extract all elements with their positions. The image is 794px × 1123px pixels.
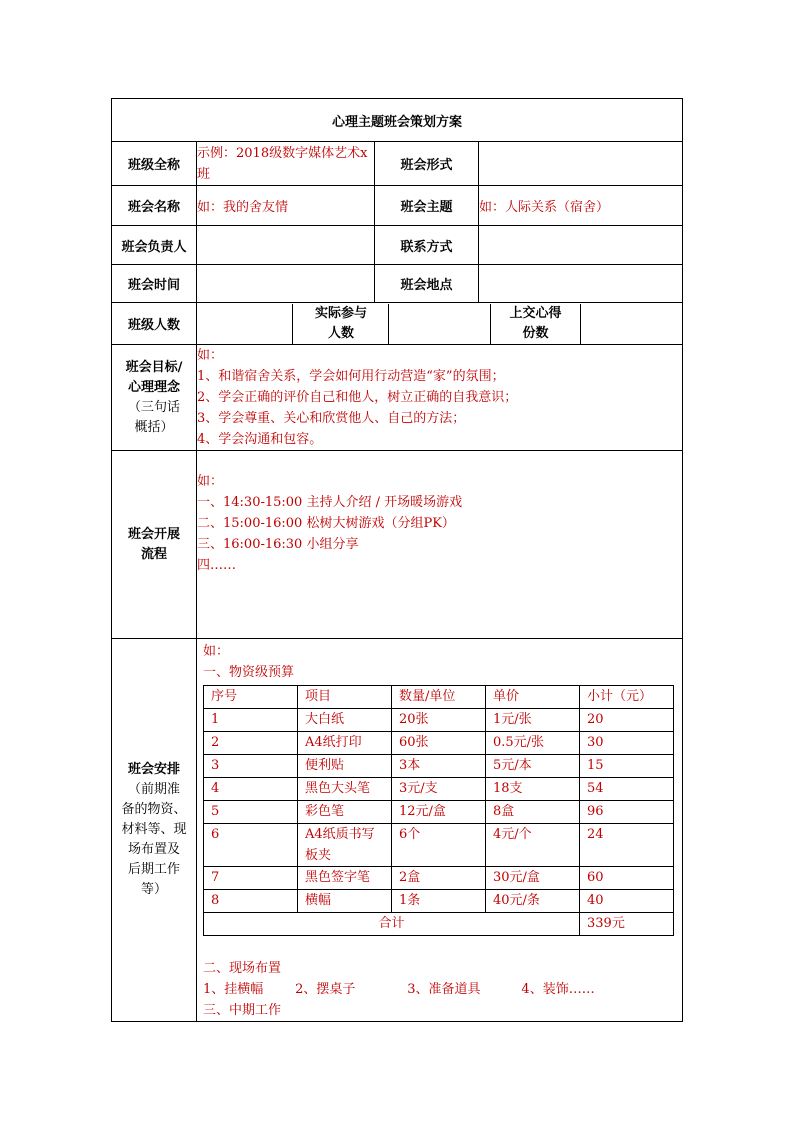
mid-title: 三、中期工作 — [203, 1003, 282, 1018]
label-class-full-name: 班级全称 — [112, 142, 197, 186]
value-actual-participants — [389, 304, 490, 344]
value-class-size — [197, 304, 293, 344]
label-arrangement-line1: 班会安排 — [127, 762, 180, 777]
budget-cell-item: A4纸质书写板夹 — [298, 824, 392, 867]
label-goals-line4: 概括） — [134, 419, 174, 435]
budget-header-qty: 数量/单位 — [392, 686, 486, 709]
budget-cell-item: 彩色笔 — [298, 801, 392, 824]
process-content — [197, 451, 683, 639]
venue-title: 二、现场布置 — [203, 961, 282, 976]
label-process-line2: 流程 — [140, 546, 167, 562]
budget-title: 一、物资级预算 — [203, 665, 295, 680]
goals-line: 如： — [197, 348, 224, 363]
budget-cell-subtotal: 54 — [580, 778, 674, 801]
goals-content — [197, 345, 683, 451]
arrangement-content — [197, 639, 683, 1022]
budget-cell-item: 黑色签字笔 — [298, 867, 392, 890]
budget-cell-item: 黑色大头笔 — [298, 778, 392, 801]
budget-cell-qty: 3本 — [392, 755, 486, 778]
venue-item: 2、摆桌子 — [295, 982, 356, 997]
budget-cell-subtotal: 24 — [580, 824, 674, 867]
label-arrangement-line4: 材料等、现 — [121, 822, 187, 837]
label-goals-line2: 心理理念 — [127, 379, 180, 395]
budget-table — [203, 685, 674, 936]
budget-cell-price: 5元/本 — [486, 755, 580, 778]
label-person-in-charge: 班会负责人 — [112, 226, 197, 265]
value-meeting-form — [479, 142, 683, 186]
label-goals-line3: （三句话 — [127, 399, 180, 415]
venue-item: 4、装饰…… — [521, 982, 595, 997]
budget-cell-price: 40元/条 — [486, 890, 580, 913]
budget-cell-subtotal: 15 — [580, 755, 674, 778]
table-row — [204, 709, 674, 732]
process-line: 三、16:00-16:30 小组分享 — [197, 537, 359, 552]
budget-total-label: 合计 — [204, 913, 580, 936]
budget-cell-no: 5 — [204, 801, 298, 824]
venue-item: 3、准备道具 — [407, 982, 481, 997]
plan-document — [111, 98, 682, 1022]
budget-cell-price: 4元/个 — [486, 824, 580, 867]
participation-split — [197, 304, 682, 344]
label-arrangement-line2: （前期准 — [127, 782, 180, 797]
table-row — [204, 867, 674, 890]
label-meeting-form: 班会形式 — [375, 142, 479, 186]
goals-line: 3、学会尊重、关心和欣赏他人、自己的方法； — [197, 411, 466, 426]
table-row — [204, 755, 674, 778]
table-row — [204, 801, 674, 824]
budget-cell-no: 3 — [204, 755, 298, 778]
label-submitted-line2: 份数 — [522, 325, 549, 341]
label-actual-participants — [293, 304, 389, 344]
budget-cell-price: 1元/张 — [486, 709, 580, 732]
value-meeting-time — [197, 265, 375, 303]
budget-cell-qty: 3元/支 — [392, 778, 486, 801]
label-actual-participants-line1: 实际参与 — [314, 305, 367, 321]
label-arrangement — [112, 639, 197, 1022]
value-meeting-place — [479, 265, 683, 303]
goals-line: 4、学会沟通和包容。 — [197, 432, 323, 447]
table-row — [204, 890, 674, 913]
label-arrangement-line5: 场布置及 — [127, 842, 180, 857]
process-line: 二、15:00-16:00 松树大树游戏（分组PK） — [197, 516, 455, 531]
budget-cell-price: 18支 — [486, 778, 580, 801]
label-process — [112, 451, 197, 639]
budget-cell-price: 8盒 — [486, 801, 580, 824]
label-submitted-line1: 上交心得 — [509, 305, 562, 321]
budget-cell-item: 便利贴 — [298, 755, 392, 778]
label-meeting-time: 班会时间 — [112, 265, 197, 303]
participation-row — [197, 303, 683, 345]
budget-cell-qty: 6个 — [392, 824, 486, 867]
value-meeting-theme: 如：人际关系（宿舍） — [479, 186, 683, 226]
budget-cell-subtotal: 20 — [580, 709, 674, 732]
budget-header-price: 单价 — [486, 686, 580, 709]
budget-cell-subtotal: 30 — [580, 732, 674, 755]
process-line: 如： — [197, 474, 224, 489]
budget-header-row — [204, 686, 674, 709]
budget-cell-subtotal: 40 — [580, 890, 674, 913]
budget-header-subtotal: 小计（元） — [580, 686, 674, 709]
label-class-size: 班级人数 — [112, 303, 197, 345]
value-contact — [479, 226, 683, 265]
label-actual-participants-line2: 人数 — [327, 325, 354, 341]
process-line: 四…… — [197, 558, 237, 573]
value-submitted — [581, 304, 682, 344]
label-meeting-name: 班会名称 — [112, 186, 197, 226]
budget-cell-qty: 2盒 — [392, 867, 486, 890]
budget-header-item: 项目 — [298, 686, 392, 709]
table-row — [204, 778, 674, 801]
budget-cell-qty: 1条 — [392, 890, 486, 913]
goals-line: 2、学会正确的评价自己和他人，树立正确的自我意识； — [197, 390, 518, 405]
page-title: 心理主题班会策划方案 — [112, 99, 683, 142]
label-meeting-place: 班会地点 — [375, 265, 479, 303]
plan-table — [111, 98, 683, 1022]
budget-cell-subtotal: 96 — [580, 801, 674, 824]
arrangement-intro: 如： — [203, 644, 230, 659]
budget-cell-no: 8 — [204, 890, 298, 913]
label-contact: 联系方式 — [375, 226, 479, 265]
budget-cell-item: A4纸打印 — [298, 732, 392, 755]
budget-cell-price: 30元/盒 — [486, 867, 580, 890]
budget-total-row — [204, 913, 674, 936]
value-meeting-name: 如：我的舍友情 — [197, 186, 375, 226]
label-goals — [112, 345, 197, 451]
budget-cell-qty: 60张 — [392, 732, 486, 755]
budget-cell-qty: 12元/盒 — [392, 801, 486, 824]
budget-cell-no: 2 — [204, 732, 298, 755]
budget-cell-no: 1 — [204, 709, 298, 732]
budget-total-value: 339元 — [580, 913, 674, 936]
label-arrangement-line6: 后期工作 — [127, 862, 180, 877]
table-row — [204, 732, 674, 755]
label-arrangement-line3: 备的物资、 — [121, 802, 187, 817]
label-process-line1: 班会开展 — [127, 526, 180, 542]
budget-cell-item: 横幅 — [298, 890, 392, 913]
label-meeting-theme: 班会主题 — [375, 186, 479, 226]
label-submitted — [490, 304, 581, 344]
value-person-in-charge — [197, 226, 375, 265]
venue-item: 1、挂横幅 — [203, 982, 264, 997]
budget-cell-subtotal: 60 — [580, 867, 674, 890]
value-class-full-name: 示例：2018级数字媒体艺术x班 — [197, 142, 375, 186]
goals-line: 1、和谐宿舍关系，学会如何用行动营造“家”的氛围； — [197, 369, 505, 384]
venue-items — [197, 979, 682, 1000]
label-goals-line1: 班会目标/ — [125, 359, 183, 375]
budget-cell-item: 大白纸 — [298, 709, 392, 732]
process-line: 一、14:30-15:00 主持人介绍 / 开场暖场游戏 — [197, 495, 463, 510]
budget-cell-qty: 20张 — [392, 709, 486, 732]
budget-cell-no: 7 — [204, 867, 298, 890]
budget-cell-price: 0.5元/张 — [486, 732, 580, 755]
budget-header-no: 序号 — [204, 686, 298, 709]
budget-cell-no: 6 — [204, 824, 298, 867]
budget-cell-no: 4 — [204, 778, 298, 801]
table-row — [204, 824, 674, 867]
label-arrangement-line7: 等） — [140, 882, 167, 897]
